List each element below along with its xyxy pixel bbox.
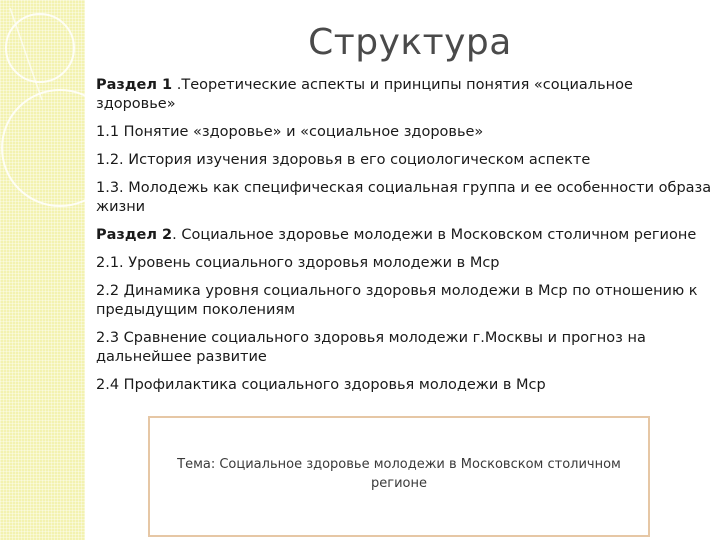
item-text: 1.2. История изучения здоровья в его социологическом аспекте — [96, 152, 591, 168]
slide-title: Структура — [308, 22, 512, 63]
outline-item-1-1 — [96, 123, 712, 142]
item-bold-prefix: Раздел 2 — [96, 227, 173, 243]
item-text: . Социальное здоровье молодежи в Московском столичном регионе — [172, 227, 697, 243]
item-text: 2.1. Уровень социального здоровья молодежи в Мср — [96, 255, 500, 271]
outline-item-2-1 — [96, 254, 712, 273]
outline-item-2-2 — [96, 282, 712, 320]
decorative-circles — [0, 0, 85, 540]
item-text: 2.2 Динамика уровня социального здоровья молодежи в Мср по отношению к предыдущим поколениям — [96, 283, 698, 318]
outline-item-section-2 — [96, 226, 712, 245]
outline-item-1-2 — [96, 151, 712, 170]
item-text: 1.3. Молодежь как специфическая социальная группа и ее особенности образа жизни — [96, 180, 712, 215]
item-text: 2.3 Сравнение социального здоровья молодежи г.Москвы и прогноз на дальнейшее развитие — [96, 330, 646, 365]
outline-item-1-3 — [96, 179, 712, 217]
decorative-side-strip — [0, 0, 85, 540]
outline-list — [96, 76, 712, 404]
item-text: 1.1 Понятие «здоровье» и «социальное здоровье» — [96, 124, 484, 140]
item-text: .Теоретические аспекты и принципы понятия «социальное здоровье» — [96, 77, 633, 112]
outline-item-2-3 — [96, 329, 712, 367]
outline-item-section-1 — [96, 76, 712, 114]
item-bold-prefix: Раздел 1 — [96, 77, 173, 93]
theme-text: Тема: Социальное здоровье молодежи в Московском столичном регионе — [177, 457, 621, 491]
theme-box — [148, 416, 650, 537]
outline-item-2-4 — [96, 376, 712, 395]
item-text: 2.4 Профилактика социального здоровья молодежи в Мср — [96, 377, 546, 393]
